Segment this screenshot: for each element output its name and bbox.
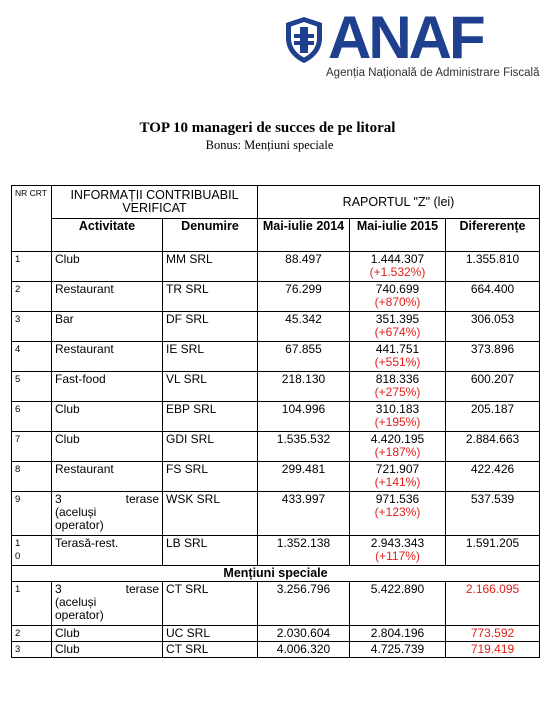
table-header-row — [12, 186, 540, 219]
table-row: 7 Club GDI SRL 1.535.532 4.420.195 (+187%) 2.884.663 — [12, 432, 540, 462]
top10-table — [11, 185, 540, 658]
section-row — [12, 566, 540, 582]
header-name: Denumire — [163, 219, 258, 252]
table-row: 9 3 terase (aceluși operator) WSK SRL 433.997 971.536 (+123%) 537.539 — [12, 492, 540, 536]
logo-wordmark: ANAF — [328, 4, 483, 71]
table-row: 4 Restaurant IE SRL 67.855 441.751 (+551%) 373.896 — [12, 342, 540, 372]
header-activity: Activitate — [52, 219, 163, 252]
table-row: 5 Fast-food VL SRL 218.130 818.336 (+275%) 600.207 — [12, 372, 540, 402]
table-row: 1 0 Terasă-rest. LB SRL 1.352.138 2.943.343 (+117%) 1.591.205 — [12, 536, 540, 566]
table-row: 2 Restaurant TR SRL 76.299 740.699 (+870%) 664.400 — [12, 282, 540, 312]
page-title: TOP 10 manageri de succes de pe litoral — [139, 120, 396, 136]
special-mentions-title: Mențiuni speciale — [12, 566, 540, 582]
table-row: 2 Club UC SRL 2.030.604 2.804.196 773.592 — [12, 626, 540, 642]
shield-icon — [284, 16, 324, 64]
table-row: 6 Club EBP SRL 104.996 310.183 (+195%) 205.187 — [12, 402, 540, 432]
table-row: 8 Restaurant FS SRL 299.481 721.907 (+141%) 422.426 — [12, 462, 540, 492]
header-2015: Mai-iulie 2015 — [350, 219, 446, 252]
anaf-logo — [284, 4, 546, 84]
header-report: RAPORTUL "Z" (lei) — [258, 186, 540, 219]
table-row: 3 Club CT SRL 4.006.320 4.725.739 719.419 — [12, 642, 540, 658]
header-diff: Difererențe — [446, 219, 540, 252]
table-row: 1 Club MM SRL 88.497 1.444.307 (+1.532%) 1.355.810 — [12, 252, 540, 282]
agency-name: Agenția Națională de Administrare Fiscală — [326, 67, 540, 79]
table-row: 1 3 terase (aceluși operator) CT SRL 3.256.796 5.422.890 2.166.095 — [12, 582, 540, 626]
header-nr-crt: NR CRT — [12, 186, 52, 252]
table-subheader-row — [12, 219, 540, 252]
header-2014: Mai-iulie 2014 — [258, 219, 350, 252]
header-info: INFORMAȚII CONTRIBUABIL VERIFICAT — [52, 186, 258, 219]
page-subtitle: Bonus: Mențiuni speciale — [205, 138, 334, 152]
table-row: 3 Bar DF SRL 45.342 351.395 (+674%) 306.053 — [12, 312, 540, 342]
